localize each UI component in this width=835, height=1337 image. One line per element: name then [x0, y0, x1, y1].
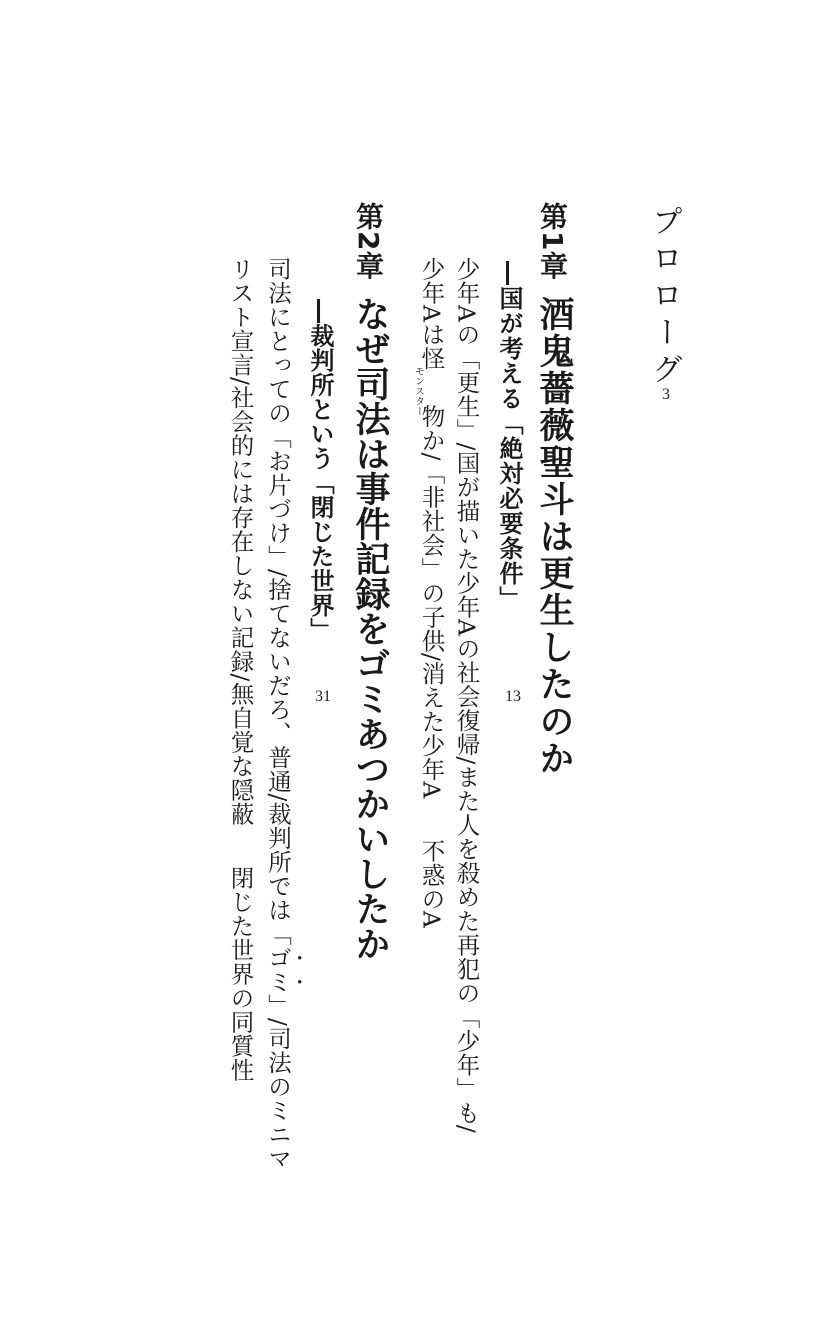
chapter2-sections-line1-a: 司法にとっての「お片づけ」/捨てないだろ、普通/裁判所では「: [264, 257, 292, 946]
chapter1-label: 第1章: [536, 202, 569, 281]
chapter2-sections-line2: [226, 257, 255, 1082]
chapter2-title[interactable]: なぜ司法は事件記録をゴミあつかいしたか: [350, 296, 390, 961]
chapter2-page-number: 31: [315, 688, 331, 705]
ruby-annotation: [412, 366, 443, 417]
chapter1-sections-line2-c: 不惑のA: [417, 838, 446, 929]
chapter2-label: 第2章: [352, 202, 385, 281]
prologue-page-number: 3: [662, 386, 670, 403]
emphasis-dots: ゴミ: [264, 945, 292, 994]
chapter2-sections-line2-a: リスト宣言/社会的には存在しない記録/無自覚な隠蔽: [226, 257, 255, 826]
ruby-text: モンスター: [412, 366, 424, 417]
chapter1-sections-line2-a: 少年Aは怪: [417, 257, 446, 371]
chapter2-sections-line2-b: 閉じた世界の同質性: [226, 865, 255, 1082]
chapter2-sections-line1: [264, 257, 306, 1170]
chapter2-sections-line1-b: 」/司法のミニマ: [264, 993, 292, 1171]
prologue-title[interactable]: プロローグ: [646, 205, 682, 390]
chapter2-subtitle: ―裁判所という「閉じた世界」: [306, 299, 334, 642]
chapter1-page-number: 13: [505, 688, 521, 705]
chapter1-sections-line2: [412, 257, 446, 929]
chapter1-sections-line1: 少年Aの「更生」/国が描いた少年Aの社会復帰/また人を殺めた再犯の「少年」も/: [452, 257, 481, 1134]
chapter1-subtitle: ―国が考える「絶対必要条件」: [495, 261, 523, 611]
chapter1-title[interactable]: 酒鬼薔薇聖斗は更生したのか: [534, 296, 574, 777]
chapter1-sections-line2-b: 物か/「非社会」の子供/消えた少年A: [417, 404, 446, 799]
